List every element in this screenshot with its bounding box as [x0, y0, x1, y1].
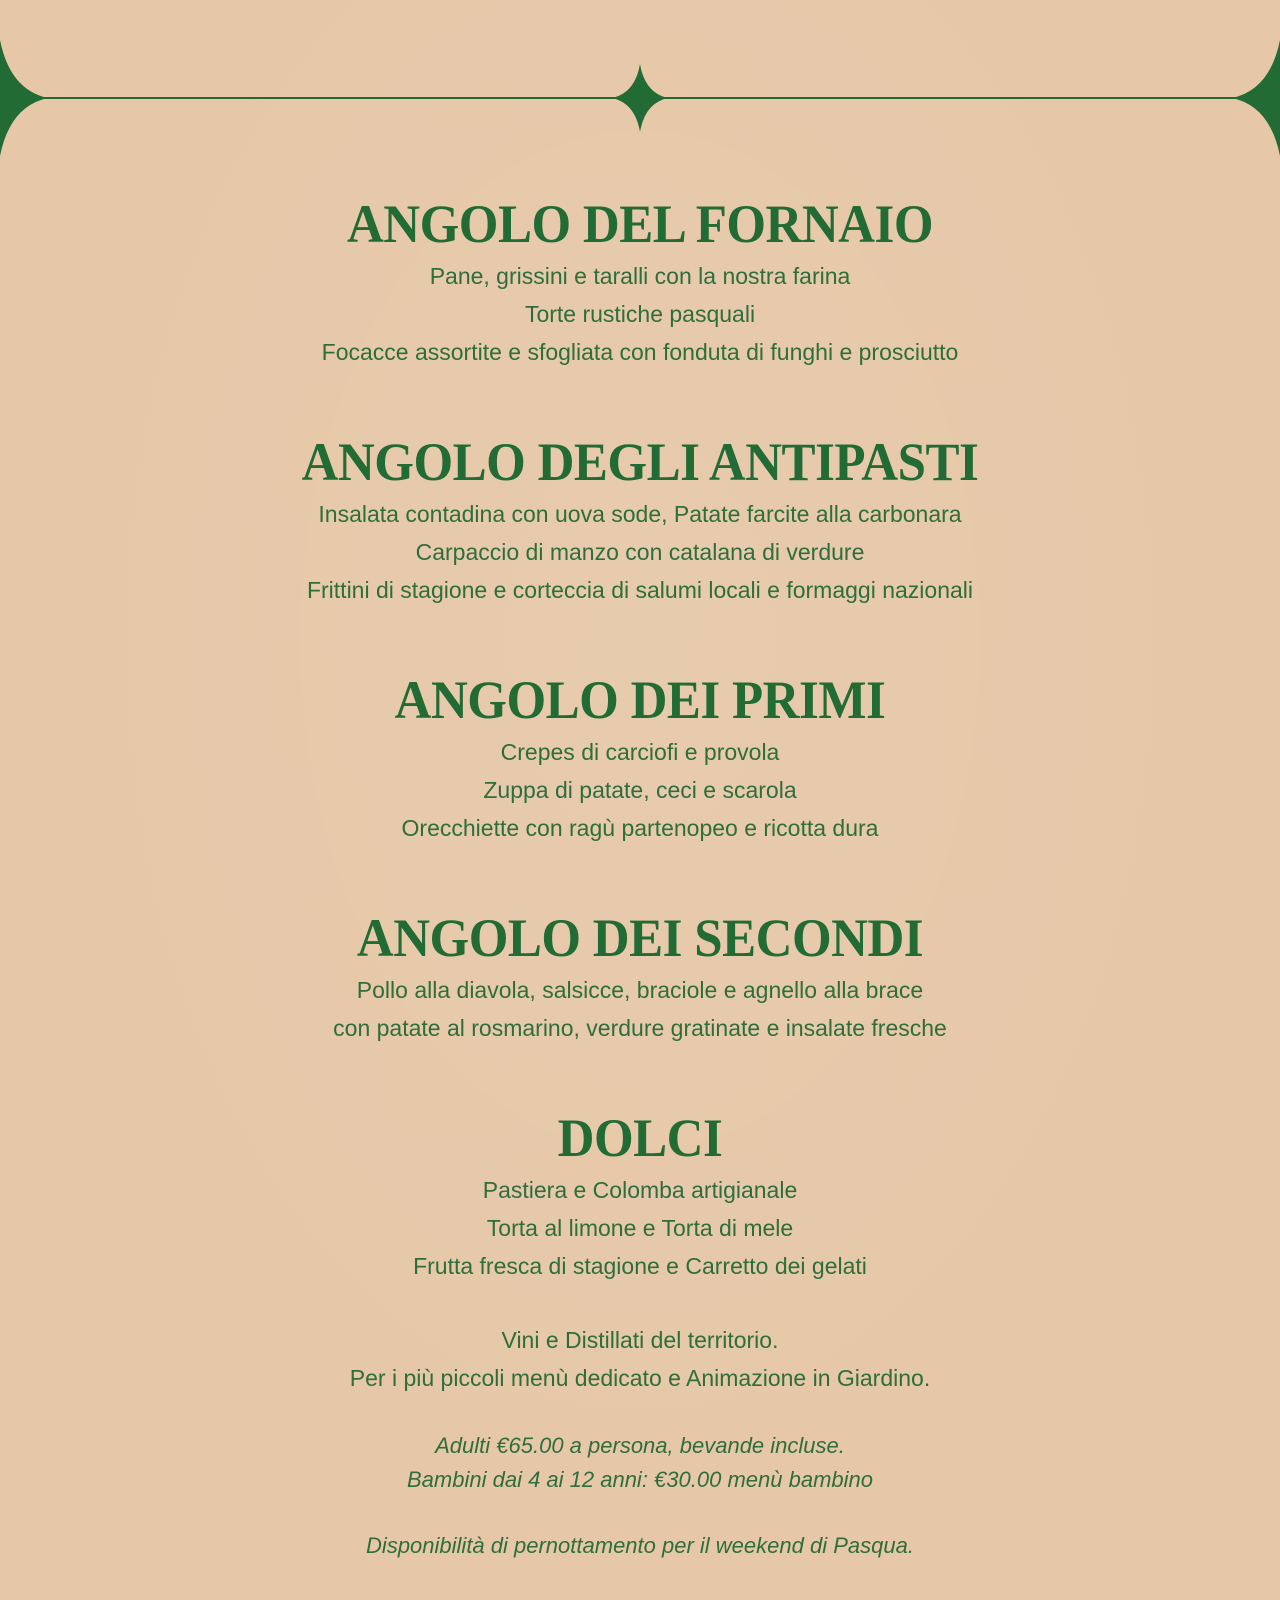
menu-item: Torte rustiche pasquali: [524, 301, 756, 327]
menu-item: con patate al rosmarino, verdure gratinate e insalate fresche: [333, 1015, 947, 1041]
section-dolci: [0, 1109, 1280, 1285]
section-primi: [0, 671, 1280, 847]
menu-item: Orecchiette con ragù partenopeo e ricotta dura: [401, 815, 879, 841]
section-title: ANGOLO DEI SECONDI: [356, 909, 924, 969]
menu-item: Frutta fresca di stagione e Carretto dei gelati: [413, 1253, 867, 1279]
menu-item: Focacce assortite e sfogliata con fonduta di funghi e prosciutto: [321, 339, 959, 365]
section-fornaio: [0, 195, 1280, 371]
corner-arc-icon: [1232, 40, 1280, 156]
menu-item: Carpaccio di manzo con catalana di verdure: [415, 539, 865, 565]
four-point-star-icon: [612, 64, 668, 132]
menu-item: Pollo alla diavola, salsicce, braciole e agnello alla brace: [356, 977, 924, 1003]
menu-item: Torta al limone e Torta di mele: [486, 1215, 794, 1241]
menu-item: Frittini di stagione e corteccia di salumi locali e formaggi nazionali: [306, 577, 974, 603]
extra-line: Per i più piccoli menù dedicato e Animazione in Giardino.: [349, 1365, 931, 1391]
prices-block: [0, 1429, 1280, 1497]
section-items: [0, 257, 1280, 371]
menu-item: Zuppa di patate, ceci e scarola: [483, 777, 797, 803]
section-antipasti: [0, 433, 1280, 609]
section-title: ANGOLO DEL FORNAIO: [346, 195, 934, 255]
section-secondi: [0, 909, 1280, 1047]
corner-arc-icon: [0, 40, 48, 156]
section-title: ANGOLO DEGLI ANTIPASTI: [301, 433, 979, 493]
overnight-note: Disponibilità di pernottamento per il weekend di Pasqua.: [366, 1533, 914, 1558]
price-children: Bambini dai 4 ai 12 anni: €30.00 menù bambino: [407, 1467, 873, 1492]
menu-item: Pastiera e Colomba artigianale: [482, 1177, 798, 1203]
menu-item: Insalata contadina con uova sode, Patate farcite alla carbonara: [318, 501, 962, 527]
extras-block: [0, 1321, 1280, 1397]
section-title: ANGOLO DEI PRIMI: [394, 671, 886, 731]
section-items: [0, 971, 1280, 1047]
menu-content: [0, 195, 1280, 1563]
section-items: [0, 733, 1280, 847]
price-adults: Adulti €65.00 a persona, bevande incluse.: [435, 1433, 845, 1458]
menu-item: Crepes di carciofi e provola: [500, 739, 780, 765]
header-ornament: [0, 0, 1280, 180]
extra-line: Vini e Distillati del territorio.: [501, 1327, 779, 1353]
section-items: [0, 1171, 1280, 1285]
section-title: DOLCI: [557, 1109, 723, 1169]
menu-item: Pane, grissini e taralli con la nostra farina: [429, 263, 851, 289]
section-items: [0, 495, 1280, 609]
